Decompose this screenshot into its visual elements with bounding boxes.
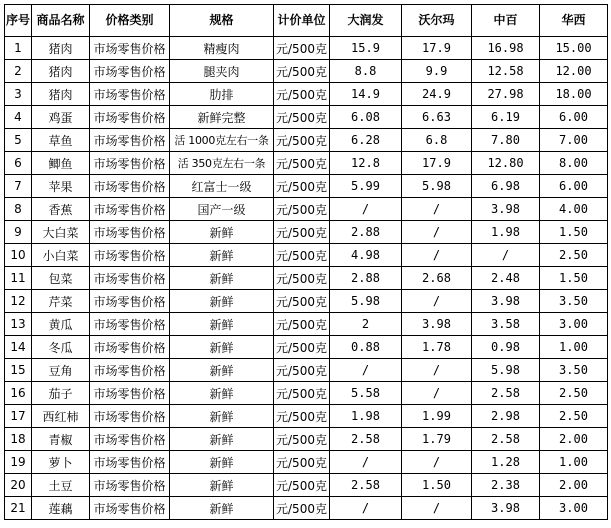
unit-cell: 元/500克 — [274, 336, 330, 359]
product-name-cell: 包菜 — [32, 267, 90, 290]
price-walmart-cell: 17.9 — [402, 152, 472, 175]
price-zhongbai-cell: / — [472, 244, 540, 267]
product-name-cell: 猪肉 — [32, 83, 90, 106]
product-name-cell: 猪肉 — [32, 37, 90, 60]
price-zhongbai-cell: 2.98 — [472, 405, 540, 428]
table-row — [5, 382, 608, 405]
price-zhongbai-cell: 2.38 — [472, 474, 540, 497]
product-name-cell: 大白菜 — [32, 221, 90, 244]
price-walmart-cell: 6.63 — [402, 106, 472, 129]
product-name-cell: 鲫鱼 — [32, 152, 90, 175]
price-walmart-cell: / — [402, 359, 472, 382]
price-walmart-cell: / — [402, 382, 472, 405]
price-darunfa-cell: 5.98 — [330, 290, 402, 313]
product-name-cell: 冬瓜 — [32, 336, 90, 359]
price-darunfa-cell: / — [330, 451, 402, 474]
seq-cell: 4 — [5, 106, 32, 129]
seq-cell: 7 — [5, 175, 32, 198]
unit-cell: 元/500克 — [274, 152, 330, 175]
price-zhongbai-cell: 5.98 — [472, 359, 540, 382]
seq-cell: 21 — [5, 497, 32, 520]
unit-cell: 元/500克 — [274, 382, 330, 405]
price-zhongbai-cell: 3.98 — [472, 198, 540, 221]
price-huaxi-cell: 18.00 — [540, 83, 608, 106]
seq-cell: 20 — [5, 474, 32, 497]
seq-cell: 9 — [5, 221, 32, 244]
table-row — [5, 244, 608, 267]
price-category-cell: 市场零售价格 — [90, 37, 170, 60]
price-huaxi-cell: 3.00 — [540, 313, 608, 336]
price-walmart-cell: 24.9 — [402, 83, 472, 106]
seq-cell: 12 — [5, 290, 32, 313]
price-darunfa-cell: 1.98 — [330, 405, 402, 428]
seq-cell: 19 — [5, 451, 32, 474]
product-name-cell: 莲藕 — [32, 497, 90, 520]
spec-cell: 新鲜 — [170, 290, 274, 313]
unit-cell: 元/500克 — [274, 221, 330, 244]
price-walmart-cell: 1.50 — [402, 474, 472, 497]
unit-cell: 元/500克 — [274, 267, 330, 290]
seq-cell: 10 — [5, 244, 32, 267]
price-walmart-cell: / — [402, 198, 472, 221]
table-row — [5, 175, 608, 198]
spec-cell: 新鲜 — [170, 336, 274, 359]
unit-cell: 元/500克 — [274, 313, 330, 336]
price-huaxi-cell: 1.50 — [540, 267, 608, 290]
product-name-cell: 土豆 — [32, 474, 90, 497]
price-huaxi-cell: 12.00 — [540, 60, 608, 83]
header-store-darunfa: 大润发 — [330, 5, 402, 37]
unit-cell: 元/500克 — [274, 198, 330, 221]
price-darunfa-cell: 2 — [330, 313, 402, 336]
price-walmart-cell: 1.78 — [402, 336, 472, 359]
price-zhongbai-cell: 2.58 — [472, 382, 540, 405]
seq-cell: 18 — [5, 428, 32, 451]
spec-cell: 新鲜 — [170, 244, 274, 267]
table-row — [5, 83, 608, 106]
header-spec: 规格 — [170, 5, 274, 37]
price-category-cell: 市场零售价格 — [90, 382, 170, 405]
spec-cell: 活 350克左右一条 — [170, 152, 274, 175]
price-walmart-cell: 1.99 — [402, 405, 472, 428]
table-row — [5, 290, 608, 313]
price-category-cell: 市场零售价格 — [90, 175, 170, 198]
unit-cell: 元/500克 — [274, 106, 330, 129]
price-category-cell: 市场零售价格 — [90, 497, 170, 520]
price-darunfa-cell: 5.58 — [330, 382, 402, 405]
product-name-cell: 芹菜 — [32, 290, 90, 313]
price-darunfa-cell: 6.28 — [330, 129, 402, 152]
header-store-huaxi: 华西 — [540, 5, 608, 37]
product-name-cell: 草鱼 — [32, 129, 90, 152]
unit-cell: 元/500克 — [274, 359, 330, 382]
product-name-cell: 西红柿 — [32, 405, 90, 428]
header-unit: 计价单位 — [274, 5, 330, 37]
product-name-cell: 豆角 — [32, 359, 90, 382]
price-zhongbai-cell: 1.28 — [472, 451, 540, 474]
price-huaxi-cell: 1.00 — [540, 336, 608, 359]
price-category-cell: 市场零售价格 — [90, 405, 170, 428]
price-zhongbai-cell: 6.19 — [472, 106, 540, 129]
price-darunfa-cell: 12.8 — [330, 152, 402, 175]
price-walmart-cell: 5.98 — [402, 175, 472, 198]
price-walmart-cell: 6.8 — [402, 129, 472, 152]
price-darunfa-cell: 15.9 — [330, 37, 402, 60]
price-walmart-cell: 17.9 — [402, 37, 472, 60]
spec-cell: 新鲜 — [170, 428, 274, 451]
price-zhongbai-cell: 12.80 — [472, 152, 540, 175]
price-walmart-cell: / — [402, 244, 472, 267]
price-category-cell: 市场零售价格 — [90, 474, 170, 497]
price-zhongbai-cell: 16.98 — [472, 37, 540, 60]
price-huaxi-cell: 8.00 — [540, 152, 608, 175]
price-walmart-cell: 9.9 — [402, 60, 472, 83]
price-huaxi-cell: 4.00 — [540, 198, 608, 221]
price-darunfa-cell: 4.98 — [330, 244, 402, 267]
spec-cell: 新鲜 — [170, 359, 274, 382]
seq-cell: 8 — [5, 198, 32, 221]
spec-cell: 新鲜 — [170, 313, 274, 336]
unit-cell: 元/500克 — [274, 428, 330, 451]
product-name-cell: 青椒 — [32, 428, 90, 451]
table-row — [5, 129, 608, 152]
price-category-cell: 市场零售价格 — [90, 428, 170, 451]
price-zhongbai-cell: 3.98 — [472, 290, 540, 313]
product-name-cell: 茄子 — [32, 382, 90, 405]
table-row — [5, 497, 608, 520]
table-row — [5, 359, 608, 382]
table-row — [5, 198, 608, 221]
price-zhongbai-cell: 7.80 — [472, 129, 540, 152]
price-huaxi-cell: 15.00 — [540, 37, 608, 60]
unit-cell: 元/500克 — [274, 129, 330, 152]
unit-cell: 元/500克 — [274, 474, 330, 497]
price-darunfa-cell: 2.88 — [330, 221, 402, 244]
seq-cell: 14 — [5, 336, 32, 359]
table-row — [5, 37, 608, 60]
price-category-cell: 市场零售价格 — [90, 129, 170, 152]
spec-cell: 新鲜 — [170, 267, 274, 290]
price-darunfa-cell: 14.9 — [330, 83, 402, 106]
product-name-cell: 萝卜 — [32, 451, 90, 474]
price-category-cell: 市场零售价格 — [90, 313, 170, 336]
table-header — [5, 5, 608, 37]
header-store-walmart: 沃尔玛 — [402, 5, 472, 37]
seq-cell: 11 — [5, 267, 32, 290]
table-row — [5, 405, 608, 428]
spec-cell: 精瘦肉 — [170, 37, 274, 60]
table-row — [5, 152, 608, 175]
price-huaxi-cell: 6.00 — [540, 106, 608, 129]
price-walmart-cell: / — [402, 451, 472, 474]
product-name-cell: 黄瓜 — [32, 313, 90, 336]
price-huaxi-cell: 3.00 — [540, 497, 608, 520]
table-body — [5, 37, 608, 520]
table-row — [5, 267, 608, 290]
header-seq: 序号 — [5, 5, 32, 37]
price-zhongbai-cell: 27.98 — [472, 83, 540, 106]
table-row — [5, 60, 608, 83]
price-category-cell: 市场零售价格 — [90, 336, 170, 359]
unit-cell: 元/500克 — [274, 83, 330, 106]
unit-cell: 元/500克 — [274, 290, 330, 313]
price-category-cell: 市场零售价格 — [90, 359, 170, 382]
unit-cell: 元/500克 — [274, 405, 330, 428]
table-row — [5, 474, 608, 497]
spec-cell: 新鲜 — [170, 221, 274, 244]
spec-cell: 新鲜 — [170, 382, 274, 405]
price-huaxi-cell: 2.50 — [540, 382, 608, 405]
unit-cell: 元/500克 — [274, 451, 330, 474]
spec-cell: 红富士一级 — [170, 175, 274, 198]
price-category-cell: 市场零售价格 — [90, 60, 170, 83]
spec-cell: 腿夹肉 — [170, 60, 274, 83]
seq-cell: 5 — [5, 129, 32, 152]
spec-cell: 新鲜 — [170, 405, 274, 428]
price-darunfa-cell: 2.58 — [330, 428, 402, 451]
table-row — [5, 106, 608, 129]
price-walmart-cell: / — [402, 497, 472, 520]
unit-cell: 元/500克 — [274, 244, 330, 267]
price-walmart-cell: 1.79 — [402, 428, 472, 451]
price-darunfa-cell: / — [330, 359, 402, 382]
seq-cell: 13 — [5, 313, 32, 336]
price-darunfa-cell: / — [330, 198, 402, 221]
price-darunfa-cell: / — [330, 497, 402, 520]
price-category-cell: 市场零售价格 — [90, 106, 170, 129]
price-darunfa-cell: 0.88 — [330, 336, 402, 359]
seq-cell: 1 — [5, 37, 32, 60]
price-zhongbai-cell: 0.98 — [472, 336, 540, 359]
header-category: 价格类别 — [90, 5, 170, 37]
price-darunfa-cell: 6.08 — [330, 106, 402, 129]
product-name-cell: 小白菜 — [32, 244, 90, 267]
spec-cell: 新鲜 — [170, 451, 274, 474]
price-walmart-cell: / — [402, 221, 472, 244]
table-row — [5, 451, 608, 474]
price-darunfa-cell: 5.99 — [330, 175, 402, 198]
price-zhongbai-cell: 2.58 — [472, 428, 540, 451]
price-huaxi-cell: 1.00 — [540, 451, 608, 474]
price-huaxi-cell: 1.50 — [540, 221, 608, 244]
header-row — [5, 5, 608, 37]
price-huaxi-cell: 2.00 — [540, 428, 608, 451]
unit-cell: 元/500克 — [274, 175, 330, 198]
unit-cell: 元/500克 — [274, 60, 330, 83]
price-category-cell: 市场零售价格 — [90, 290, 170, 313]
spec-cell: 新鲜 — [170, 474, 274, 497]
seq-cell: 15 — [5, 359, 32, 382]
price-huaxi-cell: 2.00 — [540, 474, 608, 497]
table-row — [5, 221, 608, 244]
unit-cell: 元/500克 — [274, 497, 330, 520]
price-zhongbai-cell: 3.58 — [472, 313, 540, 336]
price-huaxi-cell: 3.50 — [540, 359, 608, 382]
spec-cell: 新鲜完整 — [170, 106, 274, 129]
table-row — [5, 313, 608, 336]
header-name: 商品名称 — [32, 5, 90, 37]
price-walmart-cell: 2.68 — [402, 267, 472, 290]
product-name-cell: 苹果 — [32, 175, 90, 198]
price-huaxi-cell: 6.00 — [540, 175, 608, 198]
seq-cell: 3 — [5, 83, 32, 106]
spec-cell: 国产一级 — [170, 198, 274, 221]
price-darunfa-cell: 8.8 — [330, 60, 402, 83]
table-row — [5, 428, 608, 451]
seq-cell: 6 — [5, 152, 32, 175]
price-darunfa-cell: 2.88 — [330, 267, 402, 290]
price-huaxi-cell: 2.50 — [540, 244, 608, 267]
price-huaxi-cell: 2.50 — [540, 405, 608, 428]
price-zhongbai-cell: 3.98 — [472, 497, 540, 520]
header-store-zhongbai: 中百 — [472, 5, 540, 37]
seq-cell: 17 — [5, 405, 32, 428]
seq-cell: 16 — [5, 382, 32, 405]
price-category-cell: 市场零售价格 — [90, 152, 170, 175]
price-category-cell: 市场零售价格 — [90, 221, 170, 244]
price-huaxi-cell: 7.00 — [540, 129, 608, 152]
price-huaxi-cell: 3.50 — [540, 290, 608, 313]
seq-cell: 2 — [5, 60, 32, 83]
price-category-cell: 市场零售价格 — [90, 451, 170, 474]
spec-cell: 肋排 — [170, 83, 274, 106]
price-walmart-cell: 3.98 — [402, 313, 472, 336]
product-name-cell: 鸡蛋 — [32, 106, 90, 129]
product-name-cell: 香蕉 — [32, 198, 90, 221]
price-zhongbai-cell: 1.98 — [472, 221, 540, 244]
spec-cell: 新鲜 — [170, 497, 274, 520]
price-category-cell: 市场零售价格 — [90, 244, 170, 267]
price-zhongbai-cell: 2.48 — [472, 267, 540, 290]
price-category-cell: 市场零售价格 — [90, 83, 170, 106]
price-darunfa-cell: 2.58 — [330, 474, 402, 497]
price-category-cell: 市场零售价格 — [90, 198, 170, 221]
table-row — [5, 336, 608, 359]
price-zhongbai-cell: 6.98 — [472, 175, 540, 198]
price-table — [4, 4, 608, 520]
price-zhongbai-cell: 12.58 — [472, 60, 540, 83]
unit-cell: 元/500克 — [274, 37, 330, 60]
price-walmart-cell: / — [402, 290, 472, 313]
spec-cell: 活 1000克左右一条 — [170, 129, 274, 152]
price-category-cell: 市场零售价格 — [90, 267, 170, 290]
product-name-cell: 猪肉 — [32, 60, 90, 83]
